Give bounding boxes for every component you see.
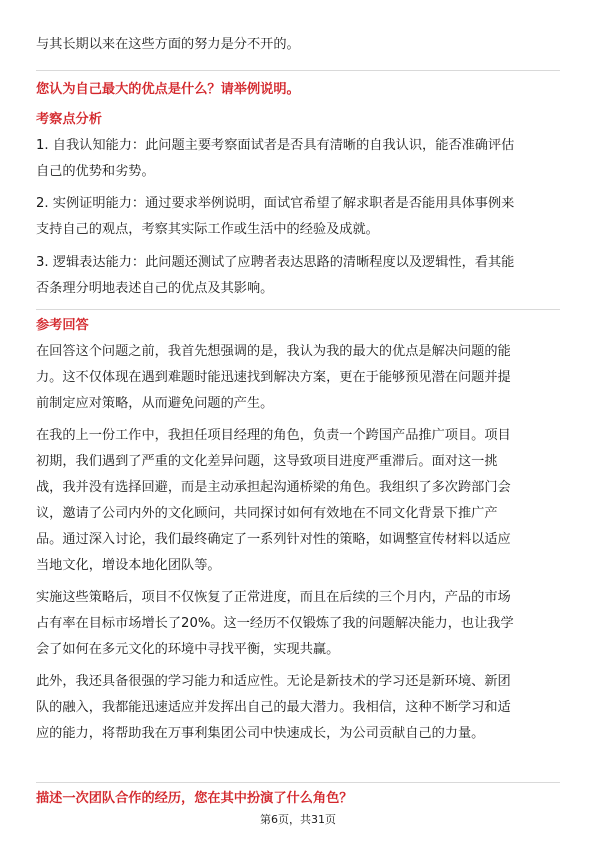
- answer-line: 战，我并没有选择回避，而是主动承担起沟通桥梁的角色。我组织了多次跨部门会: [36, 480, 511, 495]
- answer-heading: 参考回答: [36, 318, 89, 333]
- analysis-line: 支持自己的观点，考察其实际工作或生活中的经验及成就。: [36, 222, 379, 237]
- answer-line: 当地文化，增设本地化团队等。: [36, 558, 221, 573]
- analysis-line: 2. 实例证明能力：通过要求举例说明，面试官希望了解求职者是否能用具体事例来: [36, 196, 515, 211]
- answer-line: 应的能力，将帮助我在万事利集团公司中快速成长，为公司贡献自己的力量。: [36, 726, 485, 741]
- document-page: [36, 0, 560, 842]
- question-title: 您认为自己最大的优点是什么？请举例说明。: [36, 82, 300, 97]
- section-divider: [36, 782, 560, 783]
- section-divider: [36, 309, 560, 310]
- answer-line: 占有率在目标市场增长了20%。这一经历不仅锻炼了我的问题解决能力，也让我学: [36, 616, 514, 631]
- answer-line: 队的融入，我都能迅速适应并发挥出自己的最大潜力。我相信，这种不断学习和适: [36, 700, 511, 715]
- page-number: 第6页，共31页: [260, 813, 336, 826]
- analysis-heading: 考察点分析: [36, 112, 102, 127]
- answer-line: 前制定应对策略，从而避免问题的产生。: [36, 396, 274, 411]
- answer-line: 议，邀请了公司内外的文化顾问，共同探讨如何有效地在不同文化背景下推广产: [36, 506, 498, 521]
- next-question-title: 描述一次团队合作的经历，您在其中扮演了什么角色？: [36, 791, 353, 806]
- section-divider: [36, 70, 560, 71]
- analysis-line: 3. 逻辑表达能力：此问题还测试了应聘者表达思路的清晰程度以及逻辑性，看其能: [36, 255, 515, 270]
- analysis-line: 1. 自我认知能力：此问题主要考察面试者是否具有清晰的自我认识，能否准确评估: [36, 138, 515, 153]
- intro-line: 与其长期以来在这些方面的努力是分不开的。: [36, 37, 300, 52]
- answer-line: 会了如何在多元文化的环境中寻找平衡，实现共赢。: [36, 642, 340, 657]
- answer-line: 在我的上一份工作中，我担任项目经理的角色，负责一个跨国产品推广项目。项目: [36, 428, 511, 443]
- answer-line: 实施这些策略后，项目不仅恢复了正常进度，而且在后续的三个月内，产品的市场: [36, 590, 511, 605]
- answer-line: 此外，我还具备很强的学习能力和适应性。无论是新技术的学习还是新环境、新团: [36, 674, 511, 689]
- answer-line: 在回答这个问题之前，我首先想强调的是，我认为我的最大的优点是解决问题的能: [36, 344, 511, 359]
- answer-line: 力。这不仅体现在遇到难题时能迅速找到解决方案，更在于能够预见潜在问题并提: [36, 370, 511, 385]
- analysis-line: 否条理分明地表述自己的优点及其影响。: [36, 281, 274, 296]
- answer-line: 初期，我们遇到了严重的文化差异问题，这导致项目进度严重滞后。面对这一挑: [36, 454, 498, 469]
- answer-line: 品。通过深入讨论，我们最终确定了一系列针对性的策略，如调整宣传材料以适应: [36, 532, 511, 547]
- analysis-line: 自己的优势和劣势。: [36, 164, 155, 179]
